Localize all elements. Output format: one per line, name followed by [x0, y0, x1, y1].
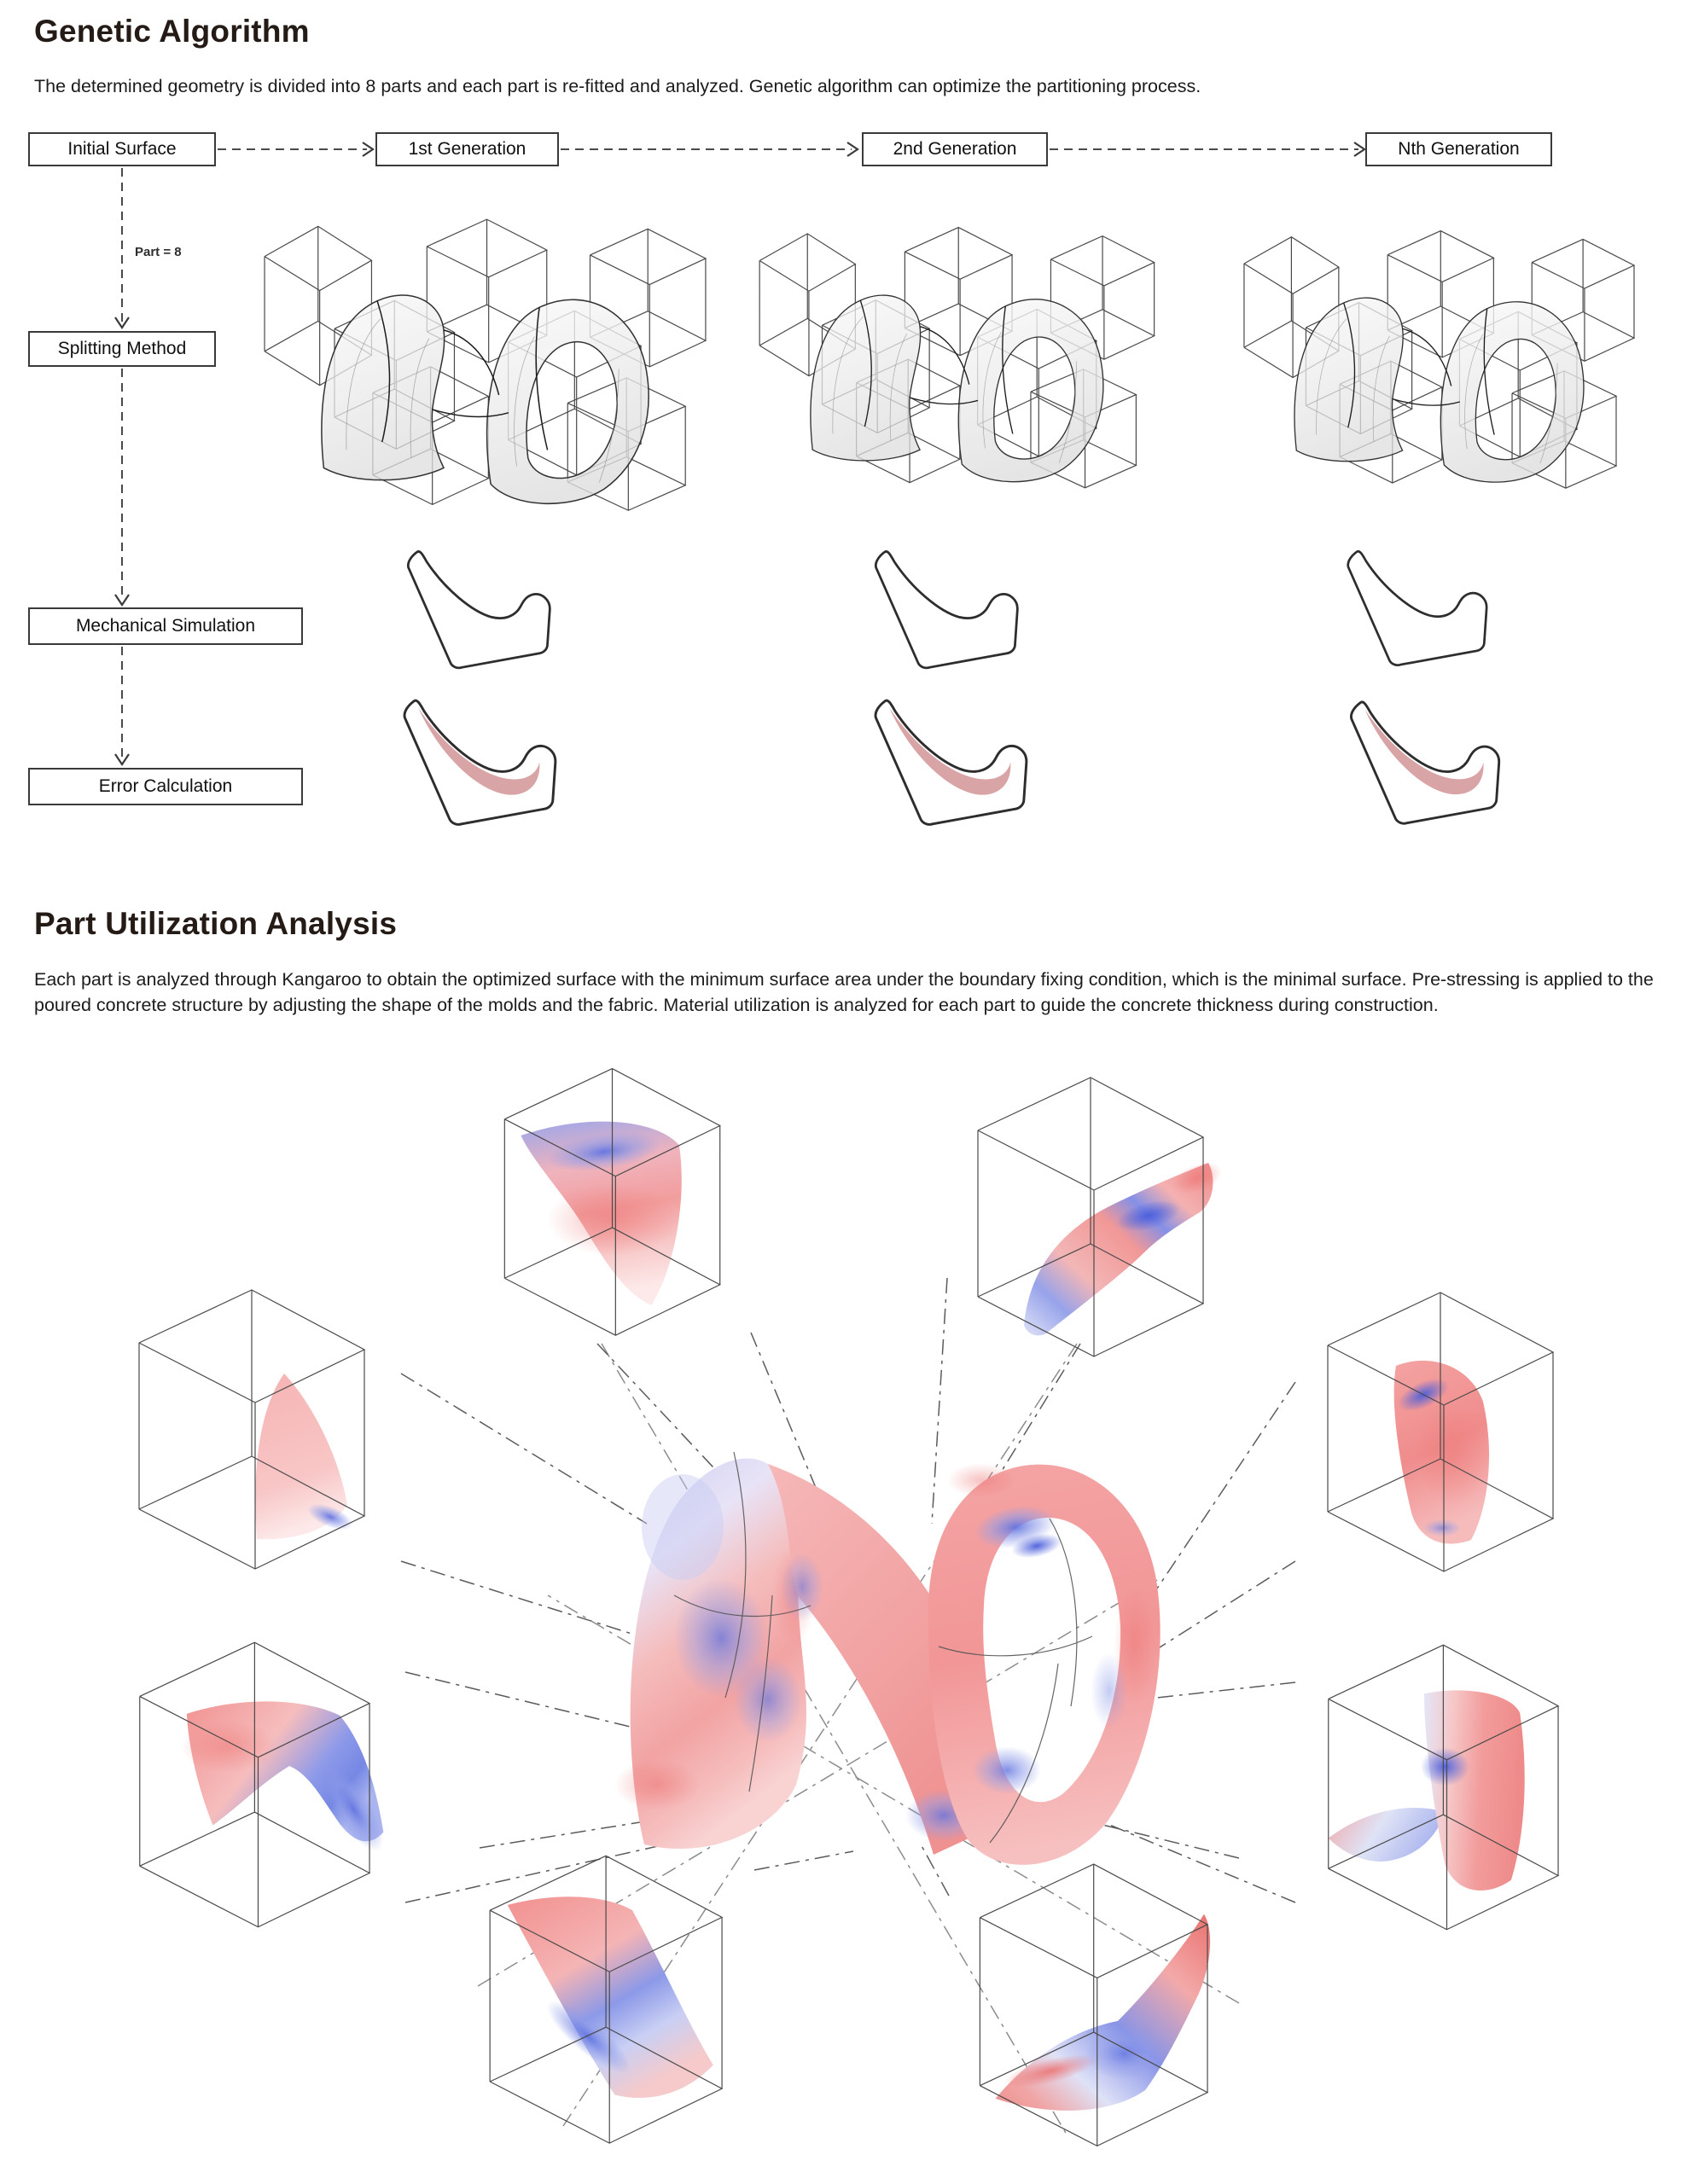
- flow-box-error-calculation: Error Calculation: [28, 768, 303, 805]
- projection-rays: [401, 1278, 1295, 2135]
- arrow-right-icon: [847, 142, 858, 156]
- ga-section-title: Genetic Algorithm: [34, 14, 310, 49]
- gen1-mech-sim-shell: [408, 551, 550, 667]
- genN-mech-sim-shell: [1348, 551, 1486, 665]
- arrow-down-icon: [115, 317, 129, 328]
- arrow-down-icon: [115, 595, 129, 605]
- flow-box-splitting-method: Splitting Method: [28, 331, 216, 367]
- genN-wireframe-figure: [1244, 231, 1634, 489]
- ga-section-description: The determined geometry is divided into 8 parts and each part is re-fitted and analyzed. Genetic algorithm can optimize the partitioning process.: [34, 76, 1201, 96]
- pua-section-description: Each part is analyzed through Kangaroo to obtain the optimized surface with the minimum surface area under the boundary fixing condition, which is the minimal surface. Pre-stressing is applied to the poured concrete structure by adjusting the shape of the molds and the fabric. Material utilization is analyzed for each part to guide the concrete thickness during construction.: [34, 969, 1654, 1015]
- part-count-label: Part = 8: [135, 245, 182, 259]
- part-box-right-lower: [1329, 1645, 1558, 1930]
- gen1-error-shell: [404, 700, 556, 824]
- part-box-right-upper: [1328, 1292, 1553, 1571]
- part-box-top-center-left: [504, 1069, 719, 1336]
- part-box-bottom-center-left: [490, 1856, 722, 2143]
- arrow-right-icon: [363, 142, 373, 156]
- part-utilization-figure: [0, 1049, 1687, 2184]
- gen2-error-shell: [875, 700, 1027, 824]
- flow-box-mechanical-simulation: Mechanical Simulation: [28, 607, 303, 645]
- genN-error-shell: [1351, 702, 1498, 823]
- gen2-mech-sim-shell: [875, 551, 1017, 667]
- part-box-top-right: [978, 1077, 1226, 1356]
- flow-box-1st-generation: 1st Generation: [375, 132, 559, 166]
- part-box-left-lower: [140, 1642, 394, 1927]
- part-box-left-upper: [139, 1290, 364, 1569]
- flow-box-initial-surface: Initial Surface: [28, 132, 216, 166]
- pua-section-title: Part Utilization Analysis: [34, 906, 398, 941]
- part-boundary-curves: [674, 1452, 1092, 1843]
- arrow-right-icon: [1354, 142, 1364, 156]
- gen1-wireframe-figure: [265, 219, 706, 510]
- central-utilization-surface: [614, 1452, 1161, 1865]
- flow-box-nth-generation: Nth Generation: [1365, 132, 1552, 166]
- part-box-bottom-center-right: [980, 1864, 1210, 2146]
- flow-dashed-connectors: [122, 149, 1358, 759]
- arrow-down-icon: [115, 754, 129, 764]
- gen2-wireframe-figure: [759, 228, 1154, 488]
- flow-box-2nd-generation: 2nd Generation: [862, 132, 1048, 166]
